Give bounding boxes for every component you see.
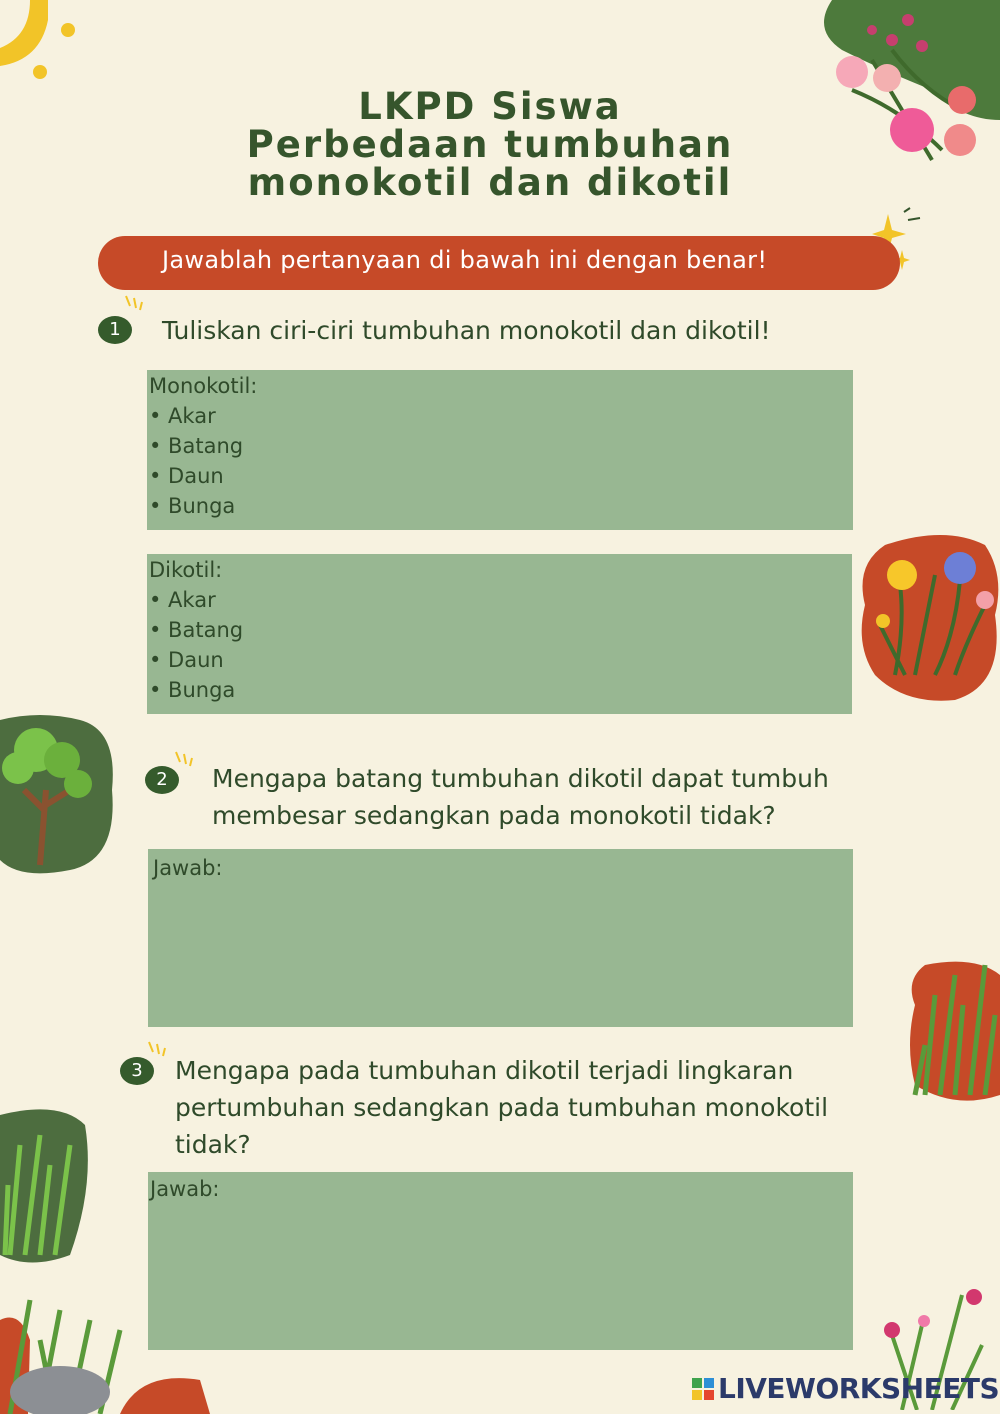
page-title — [0, 85, 980, 204]
sparkle-icon — [145, 1040, 171, 1060]
list-item: • Bunga — [149, 678, 236, 702]
brand-text: LIVEWORKSHEETS — [718, 1372, 1000, 1405]
question-3-line-2: pertumbuhan sedangkan pada tumbuhan monokotil — [175, 1093, 829, 1122]
grass-icon — [905, 955, 1000, 1105]
question-number-badge: 3 — [120, 1057, 154, 1085]
answer-box-dikotil[interactable] — [147, 554, 852, 714]
title-line-1: LKPD Siswa — [358, 85, 622, 128]
answer-heading: Monokotil: — [149, 374, 258, 398]
list-item: • Daun — [149, 648, 224, 672]
list-item: • Batang — [149, 434, 244, 458]
question-number-badge: 2 — [145, 766, 179, 794]
answer-box-question-2[interactable] — [148, 849, 853, 1027]
question-2-line-2: membesar sedangkan pada monokotil tidak? — [212, 801, 776, 830]
answer-label: Jawab: — [153, 856, 223, 880]
grass-icon — [0, 1105, 95, 1265]
instruction-banner — [98, 236, 900, 290]
question-number-badge: 1 — [98, 316, 132, 344]
tree-icon — [0, 710, 118, 880]
list-item: • Bunga — [149, 494, 236, 518]
list-item: • Daun — [149, 464, 224, 488]
sun-icon — [0, 0, 90, 90]
liveworksheets-logo-icon — [692, 1378, 714, 1400]
answer-box-question-3[interactable] — [148, 1172, 853, 1350]
answer-label: Jawab: — [150, 1177, 220, 1201]
wildflower-icon — [855, 535, 1000, 705]
sparkle-icon — [122, 294, 148, 314]
answer-heading: Dikotil: — [149, 558, 223, 582]
title-line-3: monokotil dan dikotil — [247, 161, 733, 204]
question-3-line-3: tidak? — [175, 1130, 251, 1159]
question-2-line-1: Mengapa batang tumbuhan dikotil dapat tumbuh — [212, 764, 829, 793]
title-line-2: Perbedaan tumbuhan — [246, 123, 734, 166]
answer-box-monokotil[interactable] — [147, 370, 853, 530]
question-3-line-1: Mengapa pada tumbuhan dikotil terjadi lingkaran — [175, 1056, 794, 1085]
instruction-text: Jawablah pertanyaan di bawah ini dengan benar! — [162, 246, 768, 274]
list-item: • Batang — [149, 618, 244, 642]
list-item: • Akar — [149, 404, 216, 428]
question-1-text: Tuliskan ciri-ciri tumbuhan monokotil dan dikotil! — [162, 316, 771, 345]
list-item: • Akar — [149, 588, 216, 612]
sparkle-icon — [172, 750, 198, 770]
liveworksheets-brand[interactable] — [718, 1372, 999, 1405]
